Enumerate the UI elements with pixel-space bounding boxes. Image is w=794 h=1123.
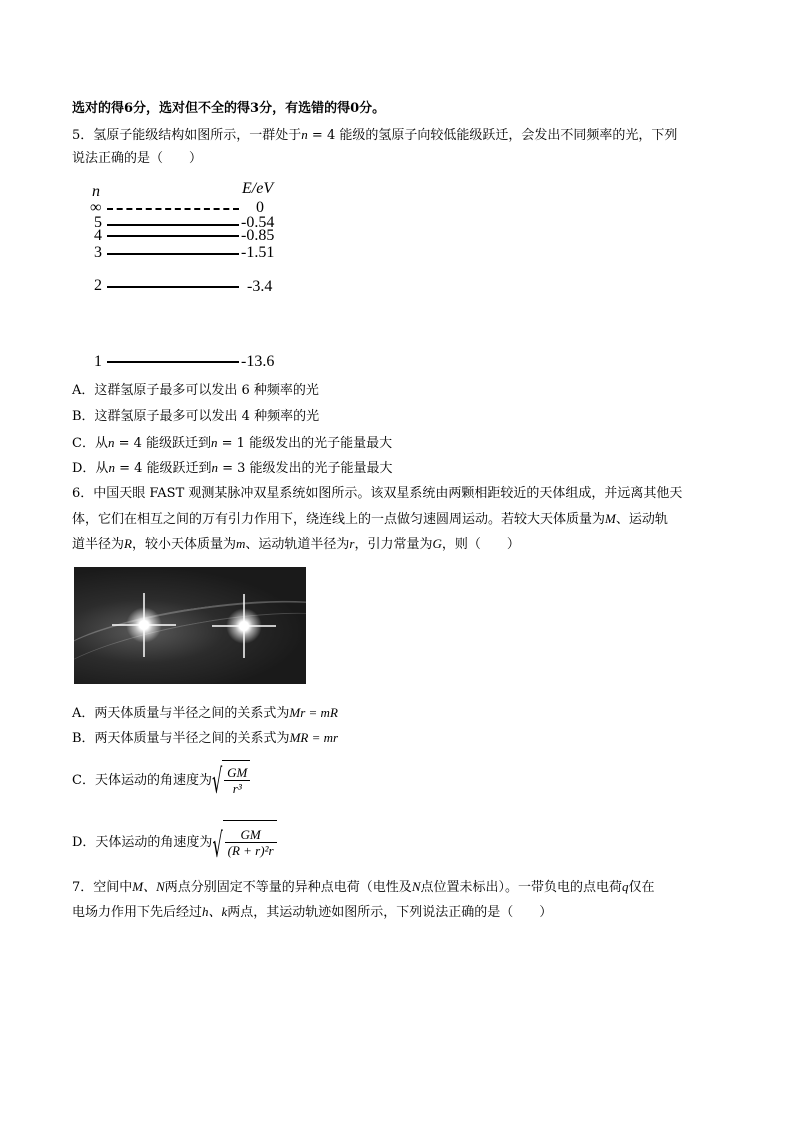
q7-stem-line2: 电场力作用下先后经过h、k两点，其运动轨迹如图所示，下列说法正确的是（ ） — [72, 904, 553, 920]
level-e-1: -13.6 — [241, 353, 275, 370]
sqrt-sign-icon: √ — [212, 825, 223, 865]
level-e-5: -0.54 — [241, 214, 275, 231]
q7-stem-line1: 7．空间中M、N两点分别固定不等量的异种点电荷（电性及N点位置未标出）。一带负电的点电荷q仅在 — [72, 879, 655, 895]
level-n-1: 1 — [94, 353, 102, 370]
level-line-1 — [107, 361, 239, 363]
level-e-inf: 0 — [256, 199, 264, 216]
level-n-2: 2 — [94, 277, 102, 294]
fraction-gm-over-rr2r: $\frac{GM}{\text{(R + r)²r}}$ — [225, 827, 277, 859]
fraction-gm-over-r3: $\frac{GM}{\text{r³}}$ — [224, 765, 250, 797]
q6-stem-line2: 体，它们在相互之间的万有引力作用下，绕连线上的一点做匀速圆周运动。若较大天体质量为M、运动轨 — [72, 511, 668, 527]
level-n-3: 3 — [94, 244, 102, 261]
star-left-glow — [126, 607, 162, 643]
q5-option-a: A．这群氢原子最多可以发出 6 种频率的光 — [72, 383, 319, 398]
level-e-2: -3.4 — [247, 278, 273, 295]
level-line-3 — [107, 253, 239, 255]
q6-option-c: C．天体运动的角速度为√ $\frac{GM}{\text{r³}}$ — [72, 760, 250, 801]
q5-option-d: D．从n = 4 能级跃迁到n = 3 能级发出的光子能量最大 — [72, 460, 393, 476]
sqrt-sign-icon: √ — [211, 761, 223, 801]
q5-option-c: C．从n = 4 能级跃迁到n = 1 能级发出的光子能量最大 — [72, 435, 393, 451]
q6-stem-line3: 道半径为R，较小天体质量为m、运动轨道半径为r，引力常量为G，则（ ） — [72, 536, 520, 552]
q6-stem-line1: 6．中国天眼 FAST 观测某脉冲双星系统如图所示。该双星系统由两颗相距较近的天体组成，并远离其他天 — [72, 486, 683, 501]
level-n-5: 5 — [94, 214, 102, 231]
diagram-energy-label: E/eV — [242, 180, 274, 197]
q6-option-a: A．两天体质量与半径之间的关系式为Mr = mR — [72, 705, 338, 721]
q5-stem-line1: 5．氢原子能级结构如图所示，一群处于n = 4 能级的氢原子向较低能级跃迁，会发出不同频率的光，下列 — [72, 127, 678, 143]
q6-option-b: B．两天体质量与半径之间的关系式为MR = mr — [72, 730, 339, 746]
q5-stem-line2: 说法正确的是（ ） — [72, 151, 203, 166]
level-line-4 — [107, 235, 239, 237]
level-n-4: 4 — [94, 227, 102, 244]
q5-option-b: B．这群氢原子最多可以发出 4 种频率的光 — [72, 409, 320, 424]
level-e-3: -1.51 — [241, 244, 275, 261]
level-line-2 — [107, 286, 239, 288]
level-line-inf — [107, 208, 239, 210]
level-line-5 — [107, 224, 239, 226]
star-right-glow — [226, 608, 262, 644]
scoring-rule-line: 选对的得6分，选对但不全的得3分，有选错的得0分。 — [72, 101, 386, 116]
level-n-inf: ∞ — [90, 199, 102, 216]
diagram-n-label: n — [92, 183, 100, 200]
level-e-4: -0.85 — [241, 227, 275, 244]
q6-option-d: D．天体运动的角速度为√ $\frac{GM}{\text{(R + r)²r}}$ — [72, 820, 277, 865]
